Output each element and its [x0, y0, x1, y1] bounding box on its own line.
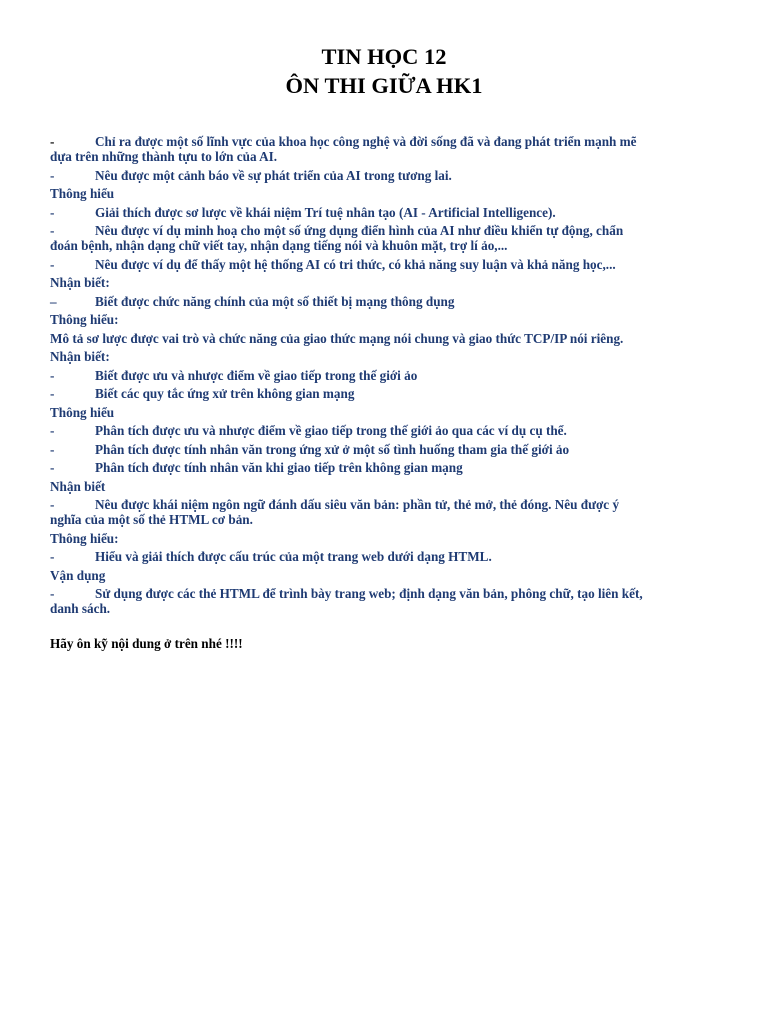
- list-item-text: Phân tích được tính nhân văn trong ứng xử ở một số tình huống tham gia thế giới ảo: [95, 441, 570, 457]
- section-heading: Thông hiểu: [50, 186, 115, 201]
- list-item-text: Nêu được ví dụ để thấy một hệ thống AI có tri thức, có khả năng suy luận và khả năng học,...: [95, 256, 616, 272]
- bullet-marker: -: [50, 367, 55, 383]
- bullet-marker: -: [50, 423, 55, 438]
- list-item-text: Biết được ưu và nhược điểm về giao tiếp trong thế giới ảo: [95, 367, 418, 383]
- bullet-marker: -: [50, 386, 55, 401]
- section-heading: Thông hiểu:: [50, 530, 119, 546]
- bullet-marker: -: [50, 204, 55, 220]
- list-item-continuation: đoán bệnh, nhận dạng chữ viết tay, nhận dạng tiếng nói và khuôn mặt, trợ lí ảo,...: [50, 238, 508, 253]
- list-item-text: Sử dụng được các thẻ HTML để trình bày trang web; định dạng văn bản, phông chữ, tạo liên kết,: [95, 586, 643, 601]
- list-item-continuation: dựa trên những thành tựu to lớn của AI.: [50, 149, 278, 164]
- list-item: [50, 386, 730, 401]
- list-item: [50, 134, 730, 164]
- bullet-marker: -: [50, 460, 55, 475]
- bullet-marker: -: [50, 549, 55, 564]
- list-item: [50, 205, 730, 220]
- list-item-continuation: danh sách.: [50, 601, 111, 616]
- list-item: [50, 294, 730, 309]
- section-heading: Vận dụng: [50, 567, 106, 583]
- section-heading: Thông hiểu:: [50, 312, 119, 327]
- bullet-marker: -: [50, 167, 55, 183]
- closing-note: Hãy ôn kỹ nội dung ở trên nhé !!!!: [50, 636, 243, 651]
- list-item: [50, 442, 730, 457]
- list-item-text: Nêu được một cảnh báo về sự phát triển của AI trong tương lai.: [95, 167, 452, 183]
- document-subtitle: ÔN THI GIỮA HK1: [285, 73, 483, 98]
- list-item: [50, 586, 730, 616]
- bullet-marker: -: [50, 223, 55, 238]
- list-item: [50, 168, 730, 183]
- list-item: [50, 423, 730, 438]
- content-body: [50, 134, 730, 620]
- list-item-text: Phân tích được tính nhân văn khi giao tiếp trên không gian mạng: [95, 460, 463, 475]
- list-item-text: Biết được chức năng chính của một số thiết bị mạng thông dụng: [95, 293, 455, 309]
- bullet-marker: -: [50, 134, 55, 149]
- list-item-text: Nêu được ví dụ minh hoạ cho một số ứng dụng điển hình của AI như điều khiển tự động, chẩn: [95, 223, 624, 238]
- bullet-marker: -: [50, 497, 55, 512]
- bullet-marker: –: [50, 293, 57, 309]
- section-heading: Mô tả sơ lược được vai trò và chức năng của giao thức mạng nói chung và giao thức TCP/IP nói riêng.: [50, 330, 624, 346]
- section-heading: Nhận biết:: [50, 349, 110, 364]
- list-item-text: Nêu được khái niệm ngôn ngữ đánh dấu siêu văn bản: phần tử, thẻ mở, thẻ đóng. Nêu được ý: [95, 497, 620, 512]
- list-item-text: Chỉ ra được một số lĩnh vực của khoa học công nghệ và đời sống đã và đang phát triển mạnh mẽ: [95, 134, 637, 149]
- document-title: TIN HỌC 12: [321, 44, 447, 69]
- section-heading: Nhận biết:: [50, 275, 110, 290]
- list-item: [50, 497, 730, 527]
- bullet-marker: -: [50, 256, 55, 272]
- list-item: [50, 549, 730, 564]
- title-block: [0, 42, 768, 100]
- list-item-text: Hiểu và giải thích được cấu trúc của một trang web dưới dạng HTML.: [95, 549, 492, 564]
- list-item-continuation: nghĩa của một số thẻ HTML cơ bản.: [50, 512, 253, 527]
- list-item-text: Phân tích được ưu và nhược điểm về giao tiếp trong thế giới ảo qua các ví dụ cụ thể.: [95, 423, 567, 438]
- bullet-marker: -: [50, 586, 55, 601]
- section-heading: Nhận biết: [50, 478, 106, 494]
- list-item: [50, 460, 730, 475]
- list-item: [50, 368, 730, 383]
- section-heading: Thông hiểu: [50, 404, 115, 420]
- list-item: [50, 223, 730, 253]
- bullet-marker: -: [50, 441, 55, 457]
- list-item: [50, 257, 730, 272]
- list-item-text: Biết các quy tắc ứng xử trên không gian mạng: [95, 386, 355, 401]
- list-item-text: Giải thích được sơ lược về khái niệm Trí tuệ nhân tạo (AI - Artificial Intelligence).: [95, 204, 556, 220]
